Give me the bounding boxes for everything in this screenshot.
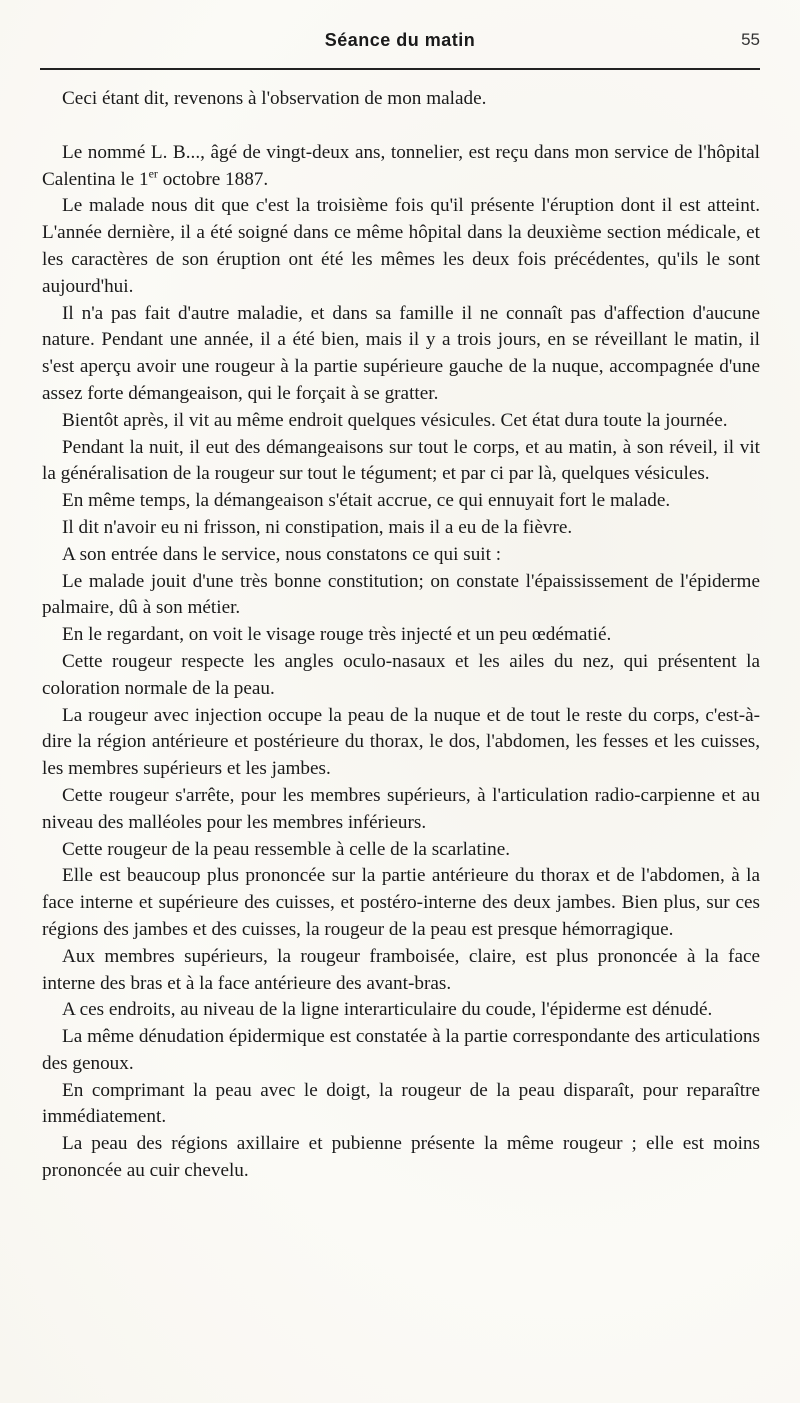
paragraph: A son entrée dans le service, nous constatons ce qui suit : xyxy=(62,543,502,565)
paragraph: Ceci étant dit, revenons à l'observation de mon malade. xyxy=(62,88,487,109)
paragraph: Aux membres supérieurs, la rougeur framboisée, claire, est plus prononcée à la face interne des bras et à la face antérieure des avant-bras. xyxy=(42,945,760,994)
paragraph: Le nommé L. B..., âgé de vingt-deux ans, tonnelier, est reçu dans mon service de l'hôpital Calentina le 1er octobre 1887. xyxy=(42,141,760,190)
paragraph: En même temps, la démangeaison s'était accrue, ce qui ennuyait fort le malade. xyxy=(62,490,671,512)
body-text xyxy=(42,86,760,1185)
paragraph: Elle est beaucoup plus prononcée sur la partie antérieure du thorax et de l'abdomen, à la face interne et supérieure des cuisses, et postéro-interne des deux jambes. Bien plus, sur ces régions des jambes et des cuisses, la rougeur de la peau est presque hémorragique. xyxy=(42,865,760,940)
header-rule xyxy=(40,68,760,70)
paragraph: Le malade jouit d'une très bonne constitution; on constate l'épaississement de l'épiderme palmaire, dû à son métier. xyxy=(42,570,760,619)
page-number: 55 xyxy=(741,30,760,49)
paragraph: La rougeur avec injection occupe la peau de la nuque et de tout le reste du corps, c'est-à-dire la région antérieure et postérieure du thorax, le dos, l'abdomen, les fesses et les cuisses, les membres supérieurs et les jambes. xyxy=(42,704,760,780)
paragraph: En comprimant la peau avec le doigt, la rougeur de la peau disparaît, pour reparaître immédiatement. xyxy=(42,1079,760,1128)
paragraph: Cette rougeur de la peau ressemble à celle de la scarlatine. xyxy=(62,838,511,860)
paragraph: Il dit n'avoir eu ni frisson, ni constipation, mais il a eu de la fièvre. xyxy=(62,516,573,538)
paragraph: Cette rougeur respecte les angles oculo-nasaux et les ailes du nez, qui présentent la coloration normale de la peau. xyxy=(42,650,760,699)
paragraph: A ces endroits, au niveau de la ligne interarticulaire du coude, l'épiderme est dénudé. xyxy=(62,999,713,1021)
ordinal-superscript: er xyxy=(148,166,158,181)
running-header xyxy=(40,30,760,58)
paragraph: La même dénudation épidermique est constatée à la partie correspondante des articulations des genoux. xyxy=(42,1026,760,1074)
paragraph: La peau des régions axillaire et pubienne présente la même rougeur ; elle est moins prononcée au cuir chevelu. xyxy=(42,1133,760,1182)
paragraph: Le malade nous dit que c'est la troisième fois qu'il présente l'éruption dont il est atteint. L'année dernière, il a été soigné dans ce même hôpital dans la deuxième section médicale, et les caractères de son éruption ont été les mêmes les deux fois précédentes, qu'ils le sont aujourd'hui. xyxy=(42,195,760,297)
paragraph: Cette rougeur s'arrête, pour les membres supérieurs, à l'articulation radio-carpienne et au niveau des malléoles pour les membres inférieurs. xyxy=(42,784,760,833)
paragraph: En le regardant, on voit le visage rouge très injecté et un peu œdématié. xyxy=(62,624,612,646)
paragraph: Bientôt après, il vit au même endroit quelques vésicules. Cet état dura toute la journée. xyxy=(62,409,728,431)
running-title: Séance du matin xyxy=(324,30,476,50)
paragraph: Pendant la nuit, il eut des démangeaisons sur tout le corps, et au matin, à son réveil, il vit la généralisation de la rougeur sur tout le tégument; et par ci par là, quelques vésicules. xyxy=(42,436,760,485)
paragraph: Il n'a pas fait d'autre maladie, et dans sa famille il ne connaît pas d'affection d'aucune nature. Pendant une année, il a été bien, mais il y a trois jours, en se réveillant le matin, il s'est aperçu avoir une rougeur à la partie supérieure gauche de la nuque, accompagnée d'une assez forte démangeaison, qui le forçait à se gratter. xyxy=(42,302,760,404)
